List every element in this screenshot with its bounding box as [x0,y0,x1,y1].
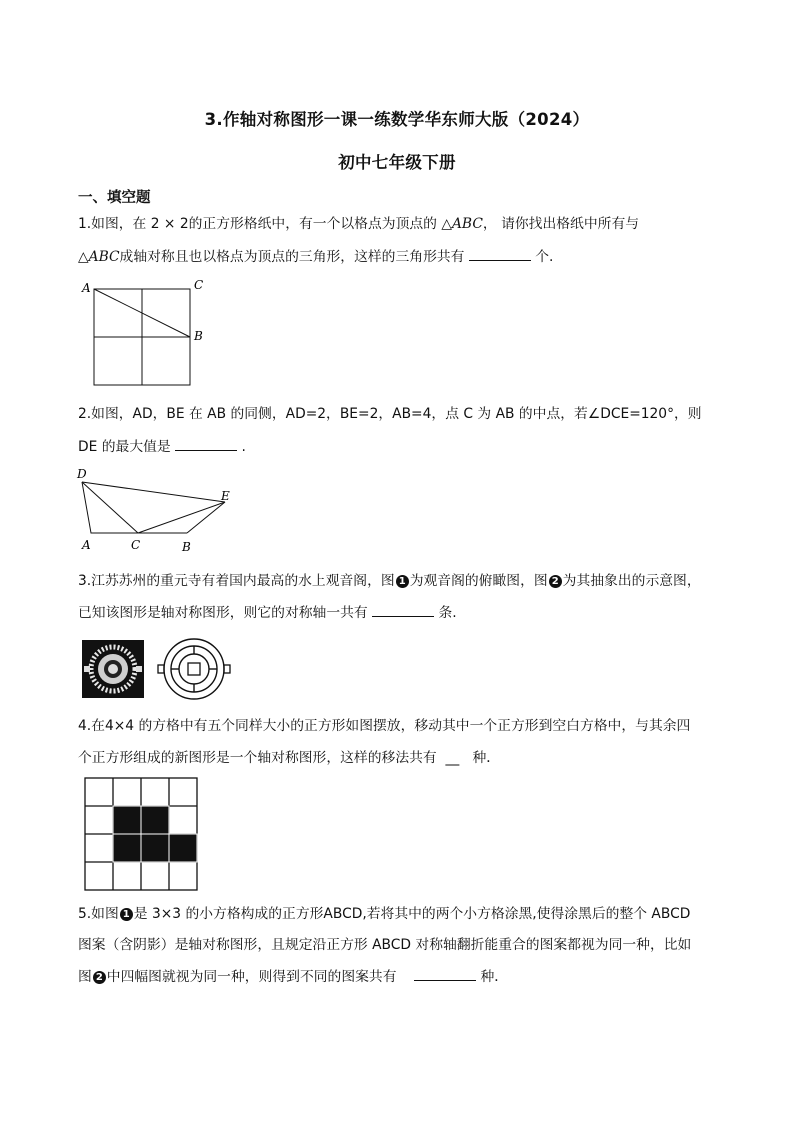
q4-line-1: 4.在4×4 的方格中有五个同样大小的正方形如图摆放，移动其中一个正方形到空白方格中，与其余四 [78,718,691,734]
q1-triangle-name-2: ABC [88,249,120,265]
q3-photo-left-pier [84,666,90,672]
q3-circled-2: 2 [549,575,562,588]
q5-line-3 [78,966,508,987]
q3-answer-blank[interactable] [372,602,434,617]
q1-text-f: 个. [535,249,554,265]
q2-line-2 [78,436,246,457]
q2-segment-de [82,482,225,502]
q5-text-c: 图 [78,969,92,985]
q1-text-d: △ [78,249,89,265]
q3-center-square [188,663,200,675]
q5-text-a: 5.如图 [78,906,119,922]
q3-aerial-photo [82,640,144,698]
q3-inner-circle [179,654,209,684]
q3-right-tab [224,665,230,673]
q4-answer-blank[interactable]: __ [445,750,460,766]
q4-filled-square-4 [141,834,169,862]
q3-line-1 [78,571,701,591]
q1-answer-blank[interactable] [469,246,531,261]
q3-photo-center [108,664,118,674]
section-heading: 一、填空题 [78,190,151,206]
q5-text-e: 种． [480,969,509,985]
document-subtitle: 初中七年级下册 [338,153,456,172]
q1-grid-figure [80,278,204,388]
q1-label-c: C [194,278,204,292]
q5-answer-blank[interactable] [414,966,476,981]
q2-line-1: 2.如图，AD，BE 在 AB 的同侧，AD=2，BE=2，AB=4，点 C 为 AB 的中点，若∠DCE=120°，则 [78,406,702,422]
q4-filled-square-5 [169,834,197,862]
q1-text-c: ， 请你找出格纸中所有与 [482,216,640,232]
q1-line-2 [78,246,553,267]
q4-line-2 [78,748,500,768]
document-title: 3.作轴对称图形一课一练数学华东师大版（2024） [204,110,590,129]
q1-line-1 [78,214,639,234]
q2-label-a: A [82,538,91,552]
q3-line-2 [78,602,457,623]
q3-text-e: 条. [438,605,457,621]
q3-text-d: 已知该图形是轴对称图形，则它的对称轴一共有 [78,605,368,621]
q2-label-d: D [77,467,87,481]
q2-label-b: B [182,540,191,554]
q1-triangle-name: ABC [451,216,483,232]
q3-text-b: 为观音阁的俯瞰图，图 [409,573,548,589]
q2-segment-dc [82,482,138,533]
q5-line-1 [78,904,690,924]
q3-circled-1: 1 [396,575,409,588]
q1-text-e: 成轴对称且也以格点为顶点的三角形，这样的三角形共有 [119,249,465,265]
q5-line-2: 图案（含阴影）是轴对称图形，且规定沿正方形 ABCD 对称轴翻折能重合的图案都视为同一种，比如 [78,937,692,953]
q2-segment-be [187,502,225,533]
q2-answer-blank[interactable] [175,436,237,451]
q5-text-d: 中四幅图就视为同一种，则得到不同的图案共有 [106,969,397,985]
q3-left-tab [158,665,164,673]
q3-photo-right-pier [136,666,142,672]
q1-text-a: 1.如图，在 2 × 2的正方形格纸中，有一个以格点为顶点的 △ [78,216,452,232]
q2-geometry-figure [76,466,246,556]
q2-label-c: C [131,538,141,552]
q4-grid-figure [84,777,200,893]
q5-text-b: 是 3×3 的小方格构成的正方形ABCD,若将其中的两个小方格涂黑,使得涂黑后的整个 ABCD [133,906,691,922]
q3-text-c: 为其抽象出的示意图， [562,573,701,589]
q4-text-a: 个正方形组成的新图形是一个轴对称图形，这样的移法共有 [78,750,437,766]
q4-filled-square-1 [113,806,141,834]
q5-circled-1: 1 [120,908,133,921]
q2-text-b: . [241,439,246,455]
q5-circled-2: 2 [93,971,106,984]
q2-label-e: E [221,489,230,503]
q3-schematic-diagram [156,636,236,702]
q3-text-a: 3.江苏苏州的重元寺有着国内最高的水上观音阁，图 [78,573,395,589]
q1-label-b: B [194,329,203,343]
q2-text-a: DE 的最大值是 [78,439,171,455]
q1-label-a: A [82,281,91,295]
q4-filled-square-3 [113,834,141,862]
q4-text-c: 种． [472,750,501,766]
q2-segment-ce [138,502,225,533]
q4-filled-square-2 [141,806,169,834]
